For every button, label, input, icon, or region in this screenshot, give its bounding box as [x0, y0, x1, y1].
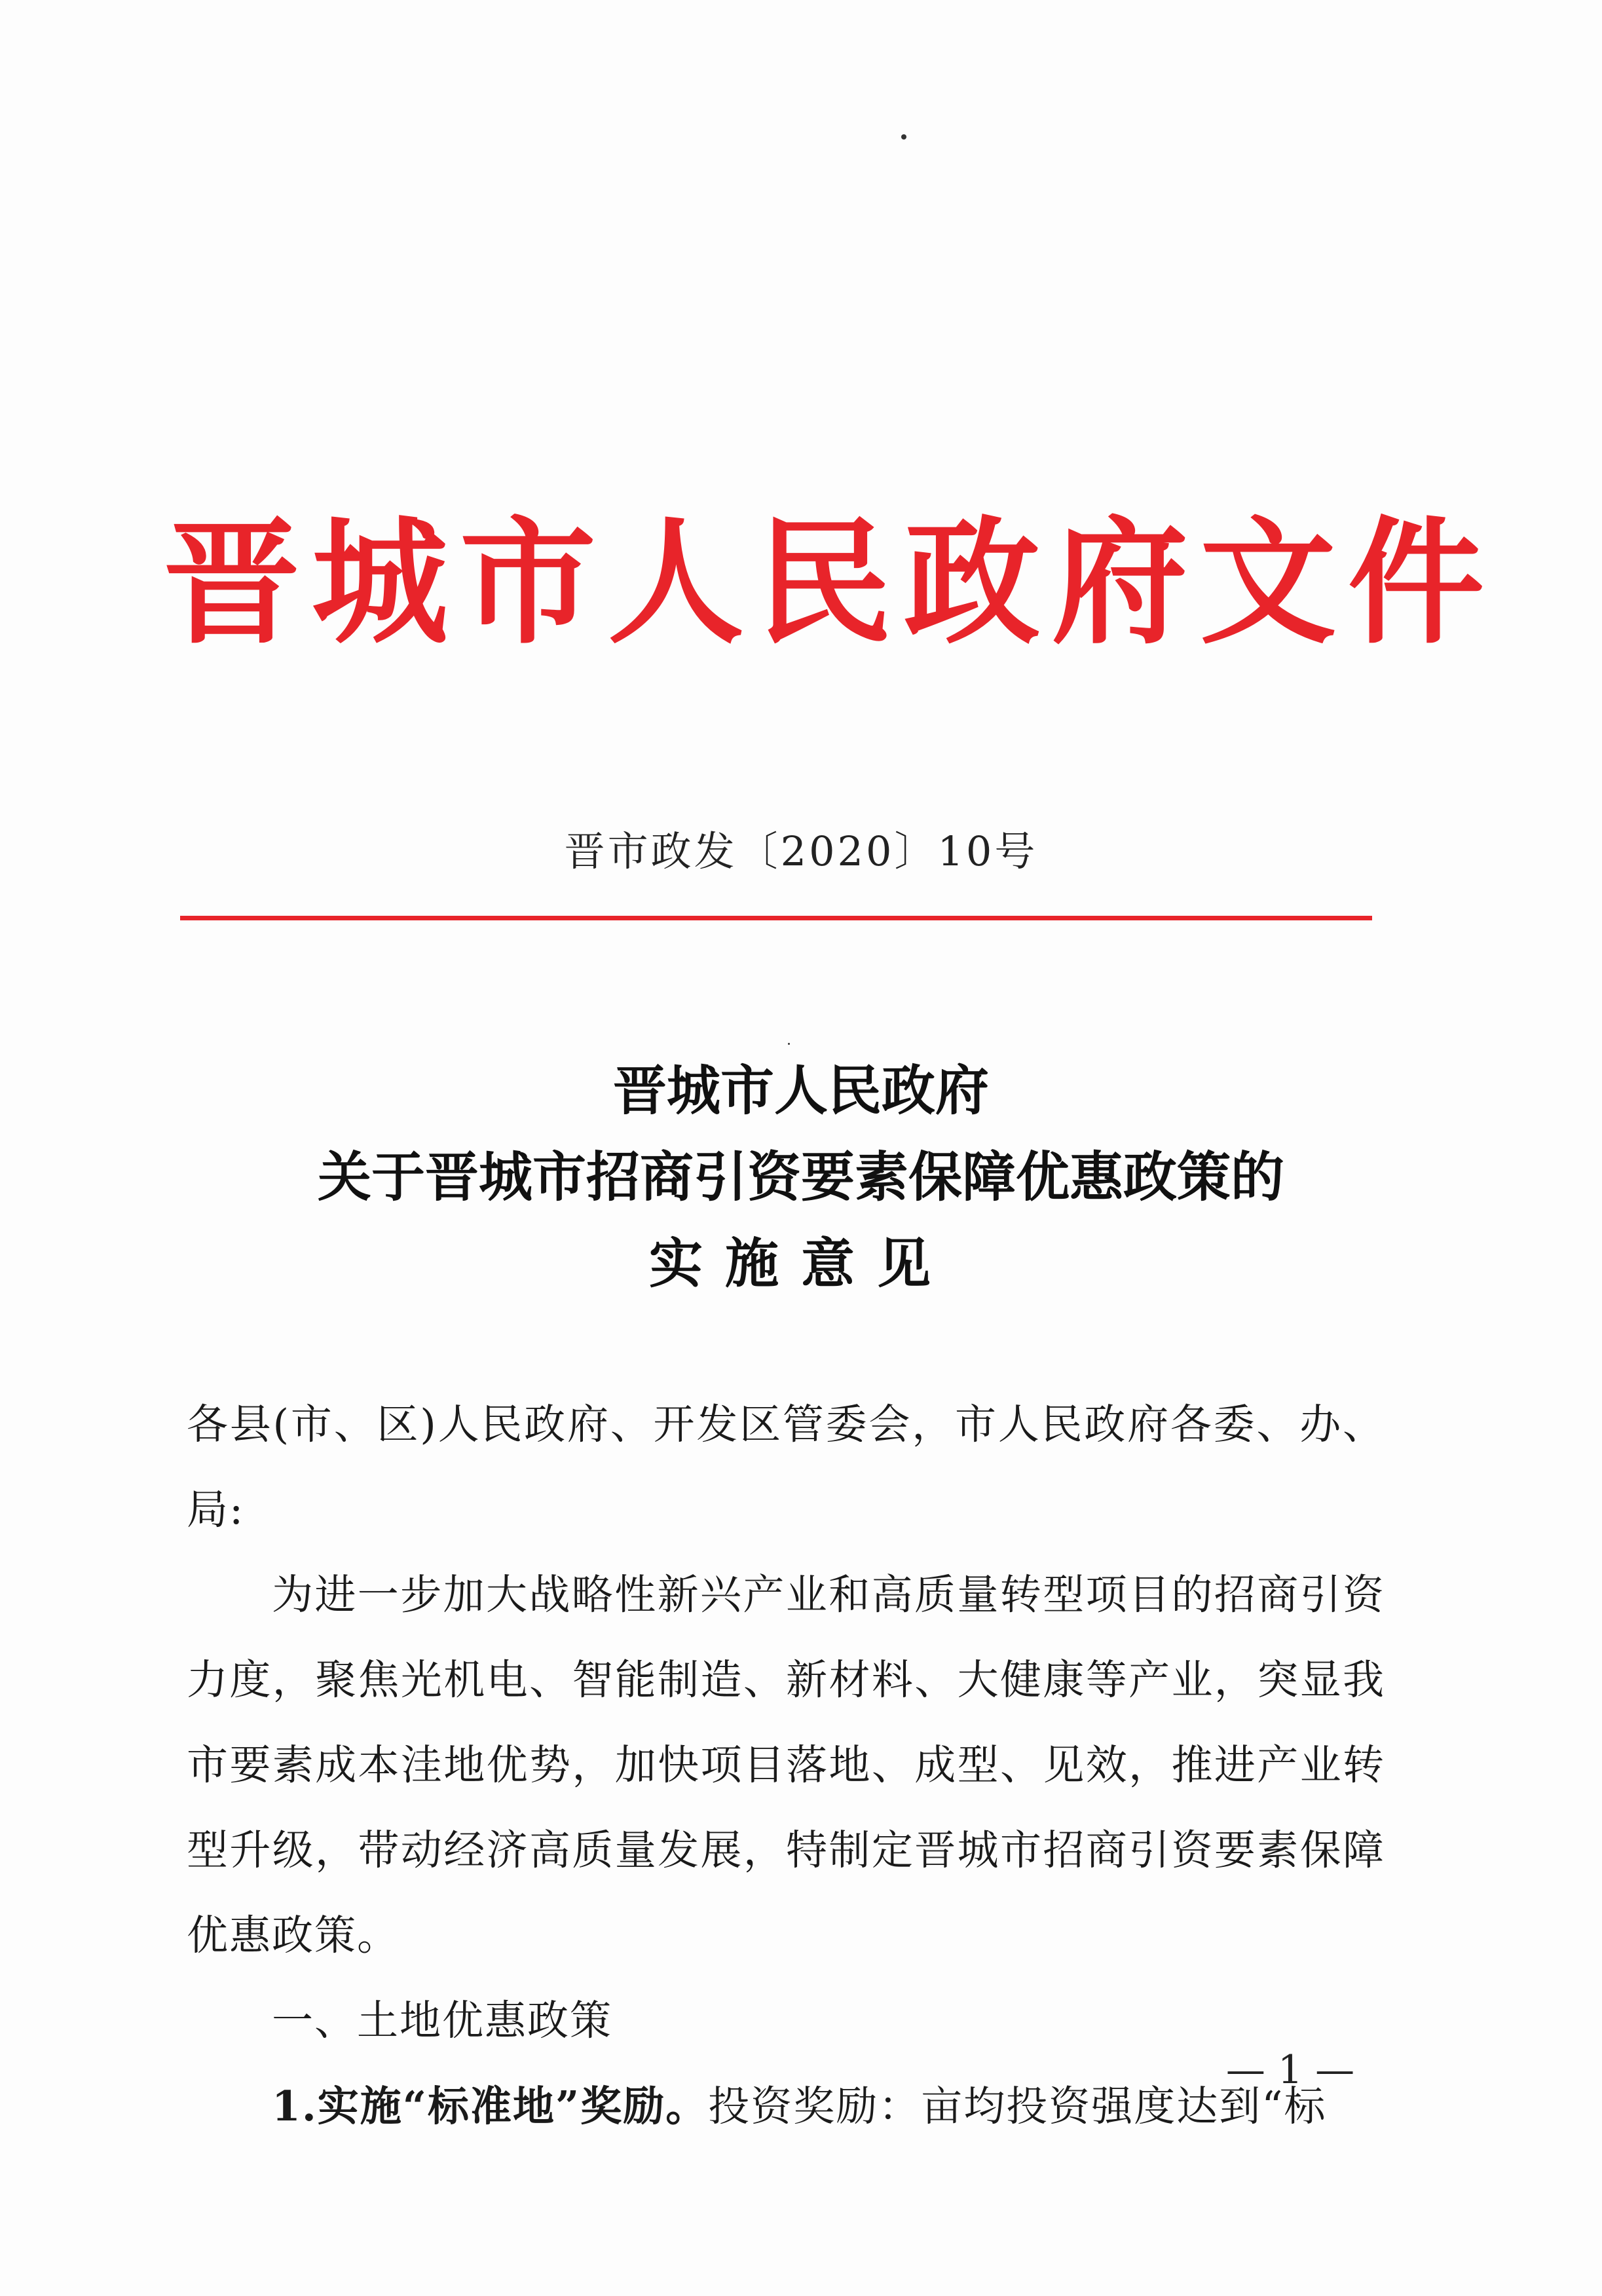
red-divider-line: [180, 916, 1372, 920]
title-line-type: 实施意见: [648, 1233, 953, 1295]
salutation: 各县(市、区)人民政府、开发区管委会，市人民政府各委、办、局:: [187, 1401, 1385, 1534]
scan-speck: [788, 1043, 790, 1045]
document-masthead: 晋城市人民政府文件: [164, 503, 1496, 663]
page-number: — 1 —: [1225, 2047, 1355, 2093]
title-line-subject: 关于晋城市招商引资要素保障优惠政策的: [317, 1146, 1284, 1209]
document-body: [187, 1382, 1385, 2149]
item-1-text: 投资奖励：亩均投资强度达到“标: [708, 2082, 1327, 2130]
document-title: [0, 1048, 1602, 1308]
section-heading-land-policy: 一、土地优惠政策: [272, 1997, 612, 2044]
intro-paragraph: 为进一步加大战略性新兴产业和高质量转型项目的招商引资力度，聚焦光机电、智能制造、新材料、大健康等产业，突显我市要素成本洼地优势，加快项目落地、成型、见效，推进产业转型升级，带动经济高质量发展，特制定晋城市招商引资要素保障优惠政策。: [187, 1571, 1385, 1959]
document-number: 晋市政发〔2020〕10号: [564, 827, 1038, 875]
scan-speck: [901, 134, 906, 140]
title-line-issuer: 晋城市人民政府: [612, 1060, 989, 1122]
item-1-title: 1.实施“标准地”奖励。: [272, 2082, 709, 2130]
